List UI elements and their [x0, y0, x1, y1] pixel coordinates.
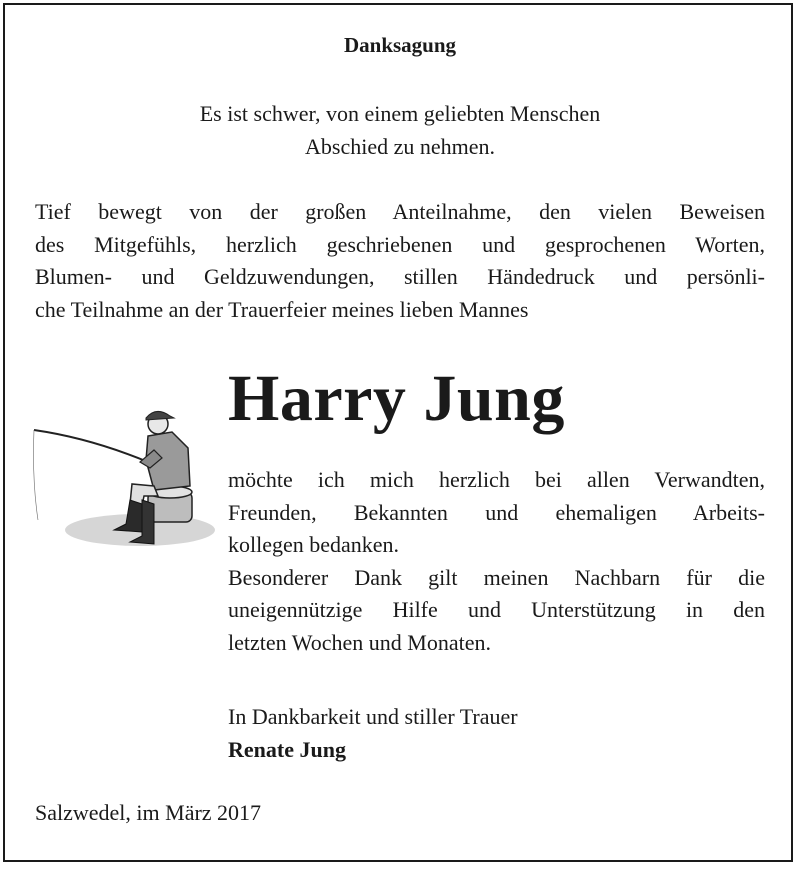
paragraph-line: möchte ich mich herzlich bei allen Verwandten,	[228, 467, 765, 492]
angler-icon	[30, 400, 220, 560]
paragraph-line: che Teilnahme an der Trauerfeier meines lieben Mannes	[35, 296, 529, 322]
paragraph-line: kollegen bedanken.	[228, 532, 400, 557]
closing-line: In Dankbarkeit und stiller Trauer	[228, 704, 518, 729]
paragraph-line: Freunden, Bekannten und ehemaligen Arbeits-	[228, 499, 765, 525]
paragraph-line: Besonderer Dank gilt meinen Nachbarn für die	[228, 564, 765, 590]
paragraph-line: des Mitgefühls, herzlich geschriebenen und gesprochenen Worten,	[35, 231, 765, 257]
intro-line: Es ist schwer, von einem geliebten Menschen	[199, 101, 601, 126]
paragraph-line: Blumen- und Geldzuwendungen, stillen Händedruck und persönli-	[35, 264, 765, 289]
paragraph-line: Tief bewegt von der großen Anteilnahme, den vielen Beweisen	[35, 199, 765, 224]
intro-text	[0, 97, 800, 163]
notice-title: Danksagung	[343, 33, 457, 57]
intro-line: Abschied zu nehmen.	[305, 134, 495, 159]
signature: Renate Jung	[228, 737, 346, 762]
place-date: Salzwedel, im März 2017	[35, 800, 262, 825]
deceased-name: Harry Jung	[228, 362, 565, 435]
thanks-paragraph-1	[35, 196, 765, 326]
closing-block	[228, 700, 518, 766]
paragraph-line: uneigennützige Hilfe und Unterstützung in den	[228, 597, 765, 622]
thanks-paragraph-2	[228, 464, 765, 659]
paragraph-line: letzten Wochen und Monaten.	[228, 629, 491, 655]
